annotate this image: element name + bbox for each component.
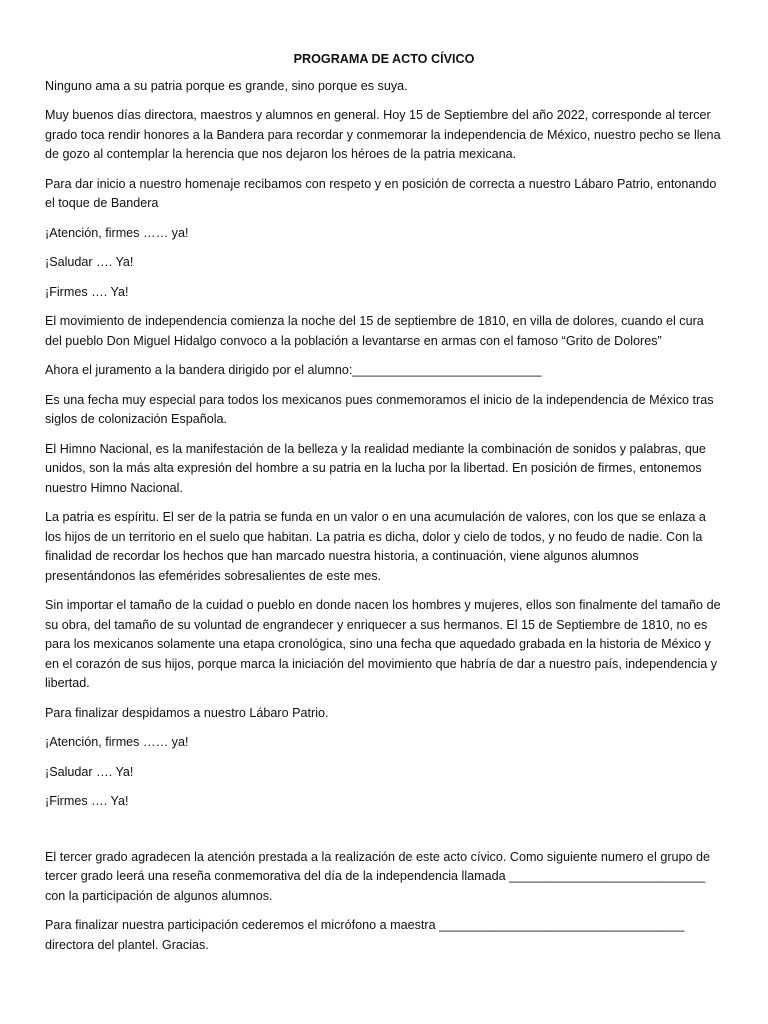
reflection-paragraph: Sin importar el tamaño de la cuidad o pueblo en donde nacen los hombres y mujeres, ellos son finalmente del tamaño de su obra, del tamaño de su voluntad de engrandecer y enriquecer a sus hermanos. El 15 de Septiembre de 1810, no es para los mexicanos solamente una etapa cronológica, sino una fecha que aquedado grabada en la historia de México y en el corazón de sus hijos, porque marca la iniciación del movimiento que habría de dar a nuestro país, independencia y libertad.: [45, 598, 721, 690]
document-page: [45, 50, 723, 965]
command-attention-2: ¡Atención, firmes …… ya!: [45, 735, 189, 749]
epigraph-paragraph: Ninguno ama a su patria porque es grande, sino porque es suya.: [45, 78, 408, 93]
closing-paragraph: Para finalizar nuestra participación cederemos el micrófono a maestra ___________________________________ directora del plantel. Gracias.: [45, 918, 685, 952]
document-title: PROGRAMA DE ACTO CÍVICO: [293, 52, 475, 66]
opening-paragraph: Para dar inicio a nuestro homenaje recibamos con respeto y en posición de correcta a nuestro Lábaro Patrio, entonando el toque de Bandera: [45, 176, 717, 210]
farewell-paragraph: Para finalizar despidamos a nuestro Lábaro Patrio.: [45, 705, 329, 720]
command-firm-2: ¡Firmes …. Ya!: [45, 794, 129, 808]
oath-paragraph: Ahora el juramento a la bandera dirigido por el alumno:___________________________: [45, 363, 542, 377]
section-spacer: [45, 822, 723, 848]
thanks-paragraph: El tercer grado agradecen la atención prestada a la realización de este acto cívico. Como siguiente numero el grupo de tercer grado leerá una reseña conmemorativa del día de la independencia llamada ____________________________ con la participación de algunos alumnos.: [45, 849, 711, 903]
greeting-paragraph: Muy buenos días directora, maestros y alumnos en general. Hoy 15 de Septiembre del año 2022, corresponde al tercer grado toca rendir honores a la Bandera para recordar y conmemorar la independencia de México, nuestro pecho se llena de gozo al contemplar la herencia que nos dejaron los héroes de la patria mexicana.: [45, 108, 721, 161]
command-salute: ¡Saludar …. Ya!: [45, 255, 134, 269]
command-firm: ¡Firmes …. Ya!: [45, 284, 129, 299]
command-salute-2: ¡Saludar …. Ya!: [45, 764, 134, 779]
anthem-paragraph: El Himno Nacional, es la manifestación de la belleza y la realidad mediante la combinación de sonidos y palabras, que unidos, son la más alta expresión del hombre a su patria en la lucha por la libertad. En posición de firmes, entonemos nuestro Himno Nacional.: [45, 441, 706, 495]
history-paragraph: El movimiento de independencia comienza la noche del 15 de septiembre de 1810, en villa de dolores, cuando el cura del pueblo Don Miguel Hidalgo convoco a la población a levantarse en armas con el famoso “Grito de Dolores”: [45, 314, 704, 348]
command-attention: ¡Atención, firmes …… ya!: [45, 225, 189, 240]
special-date-paragraph: Es una fecha muy especial para todos los mexicanos pues conmemoramos el inicio de la independencia de México tras siglos de colonización Española.: [45, 392, 714, 426]
patria-paragraph: La patria es espíritu. El ser de la patria se funda en un valor o en una acumulación de valores, con los que se enlaza a los hijos de un territorio en el suelo que habitan. La patria es dicha, dolor y cielo de todos, y no feudo de nadie. Con la finalidad de recordar los hechos que han marcado nuestra historia, a continuación, viene algunos alumnos presentándonos las efemérides sobresalientes de este mes.: [45, 510, 706, 583]
